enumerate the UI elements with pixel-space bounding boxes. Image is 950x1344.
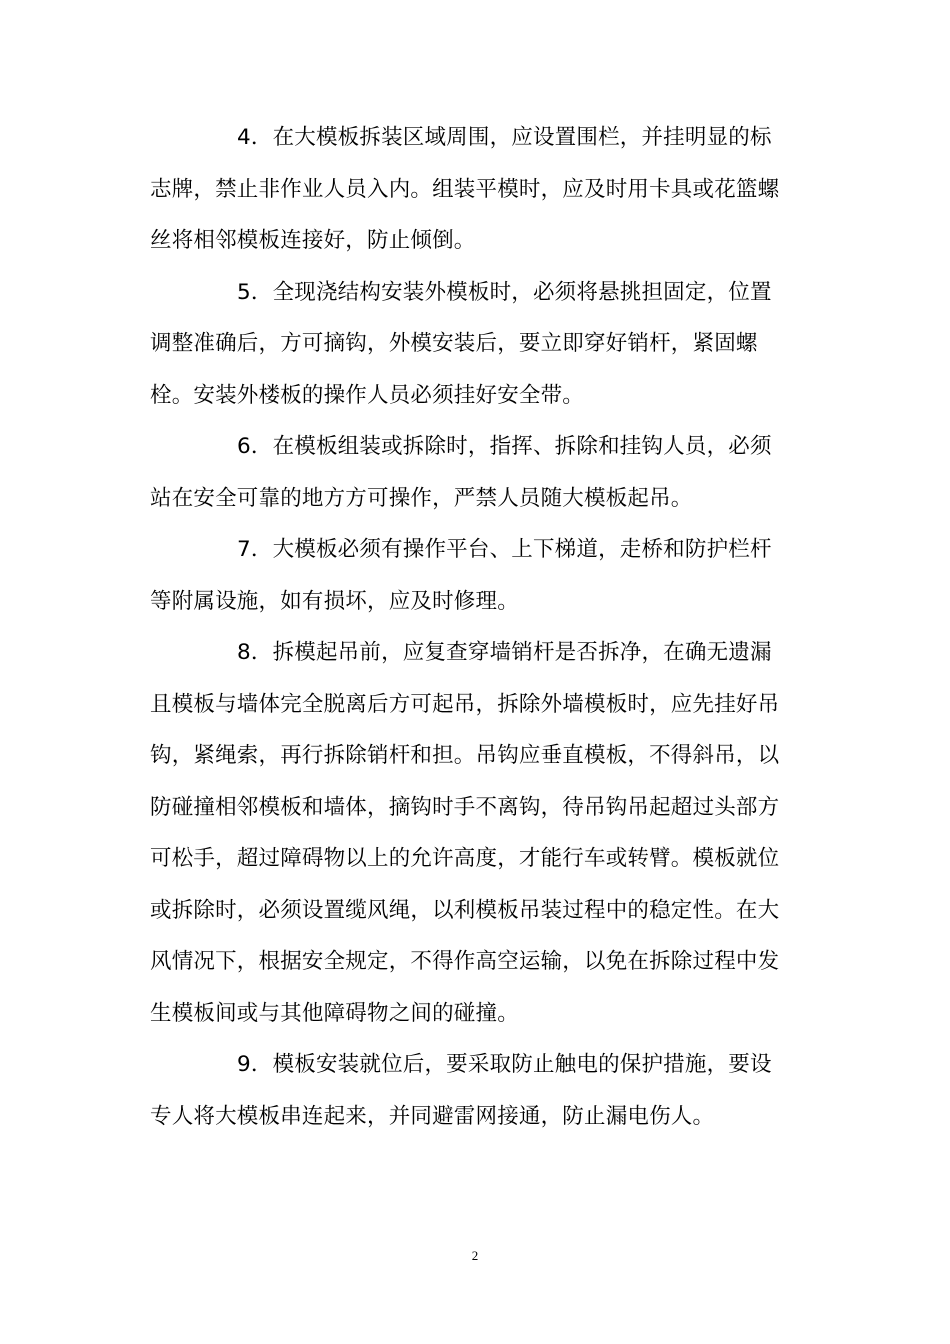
paragraph-8-line-4: 防碰撞相邻模板和墙体，摘钩时手不离钩，待吊钩吊起超过头部方 [150,794,780,820]
paragraph-8-line-8: 生模板间或与其他障碍物之间的碰撞。 [150,1000,519,1026]
paragraph-4-line-3: 丝将相邻模板连接好，防止倾倒。 [150,228,476,253]
paragraph-9-line-1: 9．模板安装就位后，要采取防止触电的保护措施，要设 [237,1052,772,1077]
page-number: 2 [471,1248,479,1263]
paragraph-8-line-6: 或拆除时，必须设置缆风绳，以利模板吊装过程中的稳定性。在大 [150,897,780,923]
paragraph-7-line-1: 7．大模板必须有操作平台、上下梯道，走桥和防护栏杆 [237,537,772,562]
paragraph-8-line-2: 且模板与墙体完全脱离后方可起吊，拆除外墙模板时，应先挂好吊 [150,691,780,717]
paragraph-8-line-1: 8．拆模起吊前，应复查穿墙销杆是否拆净，在确无遗漏 [237,640,772,665]
paragraph-4-line-1: 4．在大模板拆装区域周围，应设置围栏，并挂明显的标 [237,125,772,150]
paragraph-7-line-2: 等附属设施，如有损坏，应及时修理。 [150,588,519,614]
paragraph-5-line-2: 调整准确后，方可摘钩，外模安装后，要立即穿好销杆，紧固螺 [150,331,758,356]
paragraph-9-line-2: 专人将大模板串连起来，并同避雷网接通，防止漏电伤人。 [150,1103,715,1129]
paragraph-8-line-7: 风情况下，根据安全规定，不得作高空运输，以免在拆除过程中发 [150,949,780,974]
paragraph-8-line-3: 钩，紧绳索，再行拆除销杆和担。吊钩应垂直模板，不得斜吊，以 [150,743,780,768]
paragraph-5-line-3: 栓。安装外楼板的操作人员必须挂好安全带。 [150,382,585,408]
paragraph-5-line-1: 5．全现浇结构安装外模板时，必须将悬挑担固定，位置 [237,279,772,305]
paragraph-4-line-2: 志牌，禁止非作业人员入内。组装平模时，应及时用卡具或花篮螺 [150,176,780,202]
paragraph-6-line-2: 站在安全可靠的地方方可操作，严禁人员随大模板起吊。 [150,485,693,511]
paragraph-6-line-1: 6．在模板组装或拆除时，指挥、拆除和挂钩人员，必须 [237,434,772,459]
paragraph-8-line-5: 可松手，超过障碍物以上的允许高度，才能行车或转臂。模板就位 [150,846,780,871]
body-text [150,112,810,1142]
